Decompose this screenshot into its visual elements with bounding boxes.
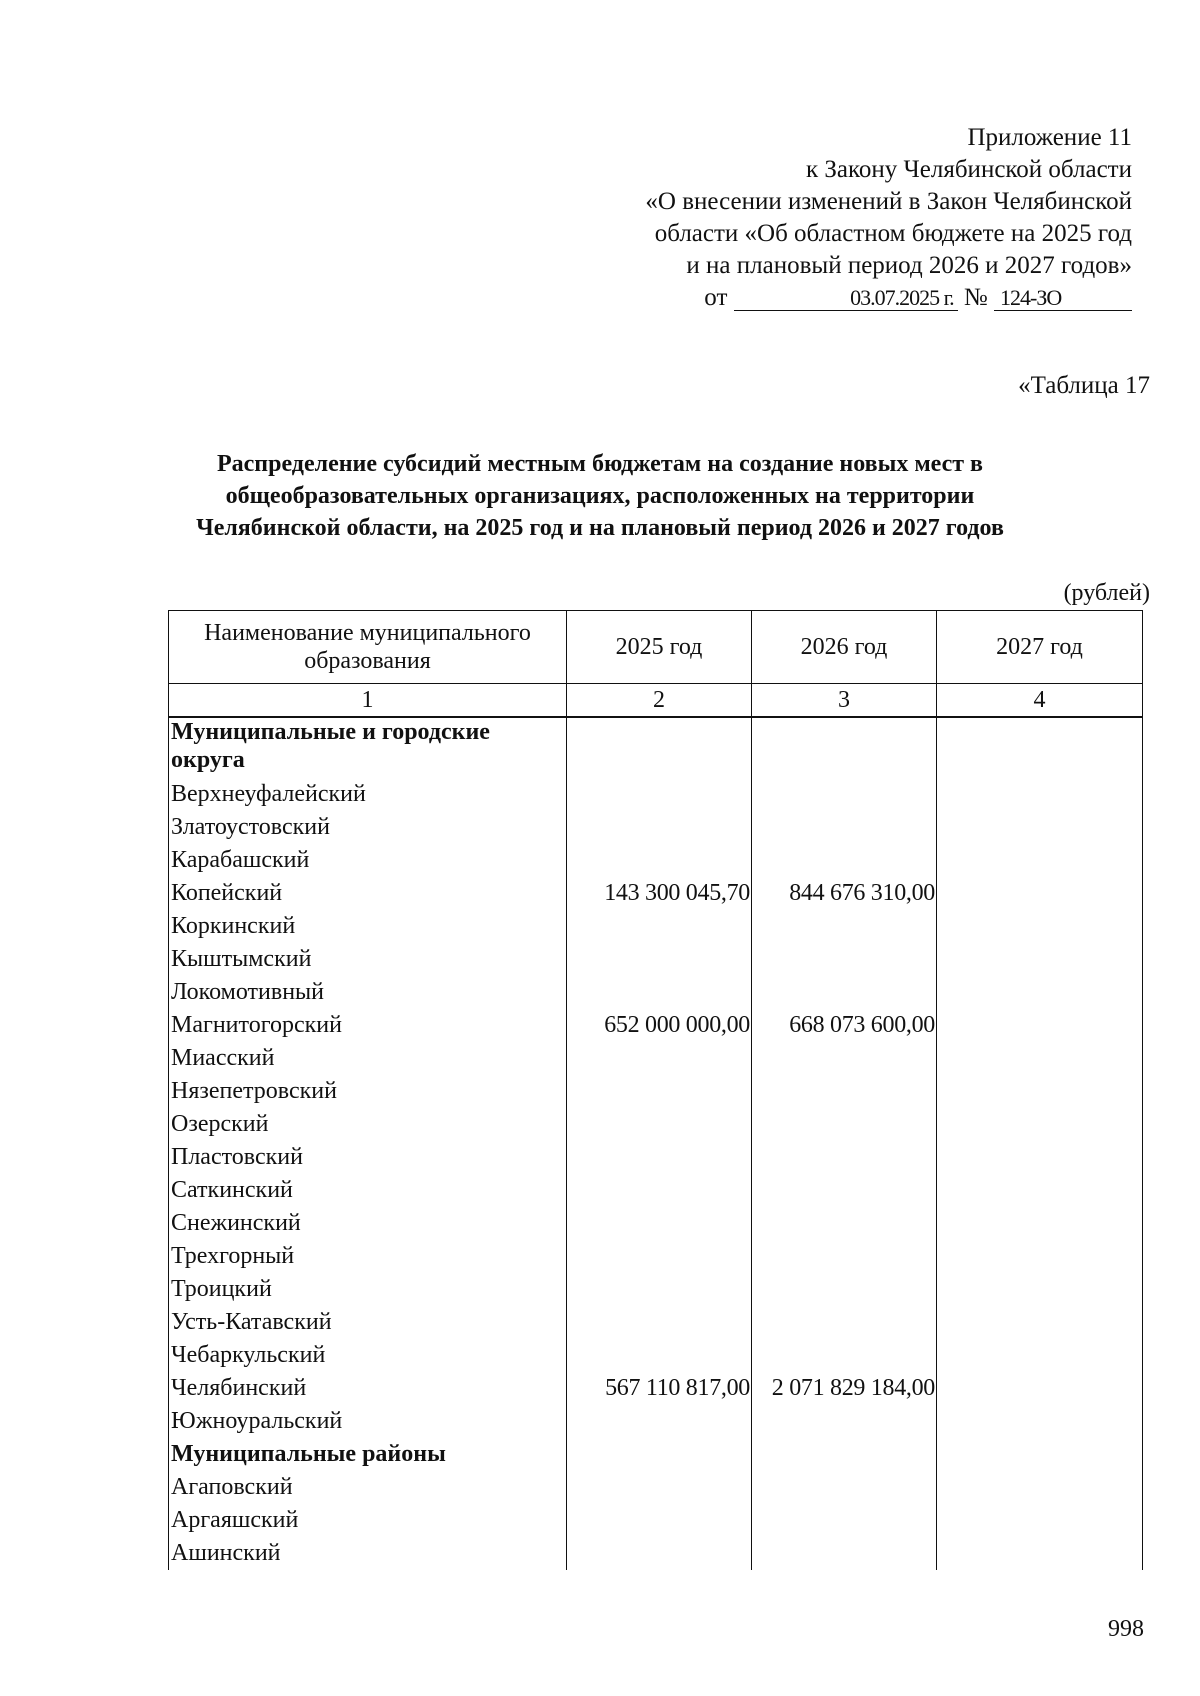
value-2027 [937,1273,1143,1306]
value-2026 [752,1537,937,1570]
value-2027 [937,976,1143,1009]
value-2026 [752,1273,937,1306]
value-2025 [567,1240,752,1273]
value-2026 [752,976,937,1009]
table-row [169,1042,1143,1075]
value-2026 [752,1471,937,1504]
header-2026: 2026 год [752,611,937,684]
value-2025 [567,1438,752,1471]
table-row [169,1504,1143,1537]
table-row [169,1306,1143,1339]
value-2026 [752,1339,937,1372]
value-2027 [937,1174,1143,1207]
table-body [169,717,1143,1570]
value-2026 [752,910,937,943]
value-2026 [752,1306,937,1339]
value-2027 [937,717,1143,778]
value-2027 [937,778,1143,811]
value-2025 [567,1537,752,1570]
number-label: № [963,284,988,311]
municipality-name: Снежинский [169,1207,567,1240]
header-2025: 2025 год [567,611,752,684]
header-2027: 2027 год [937,611,1143,684]
value-2026: 844 676 310,00 [752,877,937,910]
municipality-name: Аргаяшский [169,1504,567,1537]
table-row [169,1207,1143,1240]
municipality-name: Челябинский [169,1372,567,1405]
value-2025 [567,1174,752,1207]
municipality-name: Магнитогорский [169,1009,567,1042]
decree-line [704,282,1132,314]
table-row [169,1273,1143,1306]
municipality-name: Миасский [169,1042,567,1075]
value-2026 [752,1405,937,1438]
value-2027 [937,1075,1143,1108]
value-2027 [937,844,1143,877]
value-2025 [567,943,752,976]
subsidy-table-wrapper [168,610,1142,1570]
municipality-name: Южноуральский [169,1405,567,1438]
value-2026 [752,1042,937,1075]
table-row [169,1141,1143,1174]
municipality-name: Саткинский [169,1174,567,1207]
value-2026 [752,1141,937,1174]
table-row [169,1009,1143,1042]
municipality-name: Усть-Катавский [169,1306,567,1339]
column-number: 1 [169,684,567,718]
value-2027 [937,1240,1143,1273]
table-row [169,910,1143,943]
table-row [169,877,1143,910]
municipality-name: Муниципальные районы [169,1438,567,1471]
value-2025 [567,1471,752,1504]
value-2025 [567,1339,752,1372]
column-number: 2 [567,684,752,718]
value-2027 [937,1537,1143,1570]
table-row [169,943,1143,976]
value-2025 [567,844,752,877]
value-2025 [567,1207,752,1240]
value-2026 [752,943,937,976]
value-2026 [752,1174,937,1207]
value-2027 [937,877,1143,910]
value-2027 [937,943,1143,976]
value-2026 [752,1075,937,1108]
municipality-name: Нязепетровский [169,1075,567,1108]
value-2025 [567,1405,752,1438]
decree-date: 03.07.2025 г. [734,286,958,311]
value-2026 [752,811,937,844]
value-2027 [937,1372,1143,1405]
value-2027 [937,1471,1143,1504]
value-2026 [752,1438,937,1471]
value-2027 [937,1504,1143,1537]
value-2026 [752,1504,937,1537]
municipality-name: Верхнеуфалейский [169,778,567,811]
value-2025: 143 300 045,70 [567,877,752,910]
municipality-name: Локомотивный [169,976,567,1009]
table-row [169,1471,1143,1504]
municipality-name: Муниципальные и городские округа [169,717,567,778]
value-2025: 652 000 000,00 [567,1009,752,1042]
value-2027 [937,1207,1143,1240]
value-2025 [567,1075,752,1108]
table-label: «Таблица 17 [1018,372,1150,399]
appendix-title: Приложение 11 [967,124,1132,151]
value-2027 [937,1009,1143,1042]
municipality-name: Карабашский [169,844,567,877]
appendix-line-4: и на плановый период 2026 и 2027 годов» [686,252,1132,279]
document-title: Распределение субсидий местным бюджетам на создание новых мест в общеобразовательных организациях, расположенных на территории Челябинской области, на 2025 год и на плановый период 2026 и 2027 годов [196,451,1004,541]
column-number: 3 [752,684,937,718]
appendix-line-2: «О внесении изменений в Закон Челябинской [645,188,1132,215]
table-row [169,1405,1143,1438]
value-2025 [567,1504,752,1537]
value-2027 [937,1339,1143,1372]
value-2025 [567,1108,752,1141]
value-2027 [937,1108,1143,1141]
municipality-name: Троицкий [169,1273,567,1306]
value-2025 [567,1306,752,1339]
municipality-name: Ашинский [169,1537,567,1570]
value-2026 [752,778,937,811]
from-label: от [704,284,728,311]
value-2027 [937,910,1143,943]
municipality-name: Златоустовский [169,811,567,844]
page-number: 998 [1108,1616,1144,1642]
value-2026 [752,717,937,778]
value-2025 [567,1141,752,1174]
table-row [169,1537,1143,1570]
unit-label: (рублей) [1063,580,1150,606]
value-2027 [937,1042,1143,1075]
appendix-line-3: области «Об областном бюджете на 2025 год [654,220,1132,247]
value-2026 [752,1108,937,1141]
value-2025 [567,717,752,778]
value-2026 [752,1240,937,1273]
value-2027 [937,1141,1143,1174]
table-row [169,1339,1143,1372]
value-2027 [937,811,1143,844]
value-2025 [567,1042,752,1075]
table-group-row [169,1438,1143,1471]
municipality-name: Агаповский [169,1471,567,1504]
header-municipality: Наименование муниципального образования [169,611,567,684]
table-row [169,811,1143,844]
municipality-name: Коркинский [169,910,567,943]
column-number: 4 [937,684,1143,718]
table-row [169,976,1143,1009]
value-2026: 668 073 600,00 [752,1009,937,1042]
value-2025 [567,910,752,943]
value-2027 [937,1405,1143,1438]
value-2026 [752,844,937,877]
value-2026 [752,1207,937,1240]
table-row [169,844,1143,877]
table-row [169,1108,1143,1141]
value-2027 [937,1438,1143,1471]
value-2025 [567,811,752,844]
table-row [169,1075,1143,1108]
municipality-name: Чебаркульский [169,1339,567,1372]
value-2027 [937,1306,1143,1339]
municipality-name: Трехгорный [169,1240,567,1273]
value-2025: 567 110 817,00 [567,1372,752,1405]
appendix-line-1: к Закону Челябинской области [806,156,1132,183]
appendix-header [572,122,1132,314]
value-2025 [567,778,752,811]
municipality-name: Озерский [169,1108,567,1141]
decree-number: 124-ЗО [994,286,1132,311]
table-row [169,1240,1143,1273]
value-2026: 2 071 829 184,00 [752,1372,937,1405]
municipality-name: Пластовский [169,1141,567,1174]
value-2025 [567,976,752,1009]
table-row [169,778,1143,811]
municipality-name: Кыштымский [169,943,567,976]
table-row [169,1174,1143,1207]
municipality-name: Копейский [169,877,567,910]
value-2025 [567,1273,752,1306]
table-group-row [169,717,1143,778]
table-row [169,1372,1143,1405]
subsidy-table [168,610,1143,1570]
